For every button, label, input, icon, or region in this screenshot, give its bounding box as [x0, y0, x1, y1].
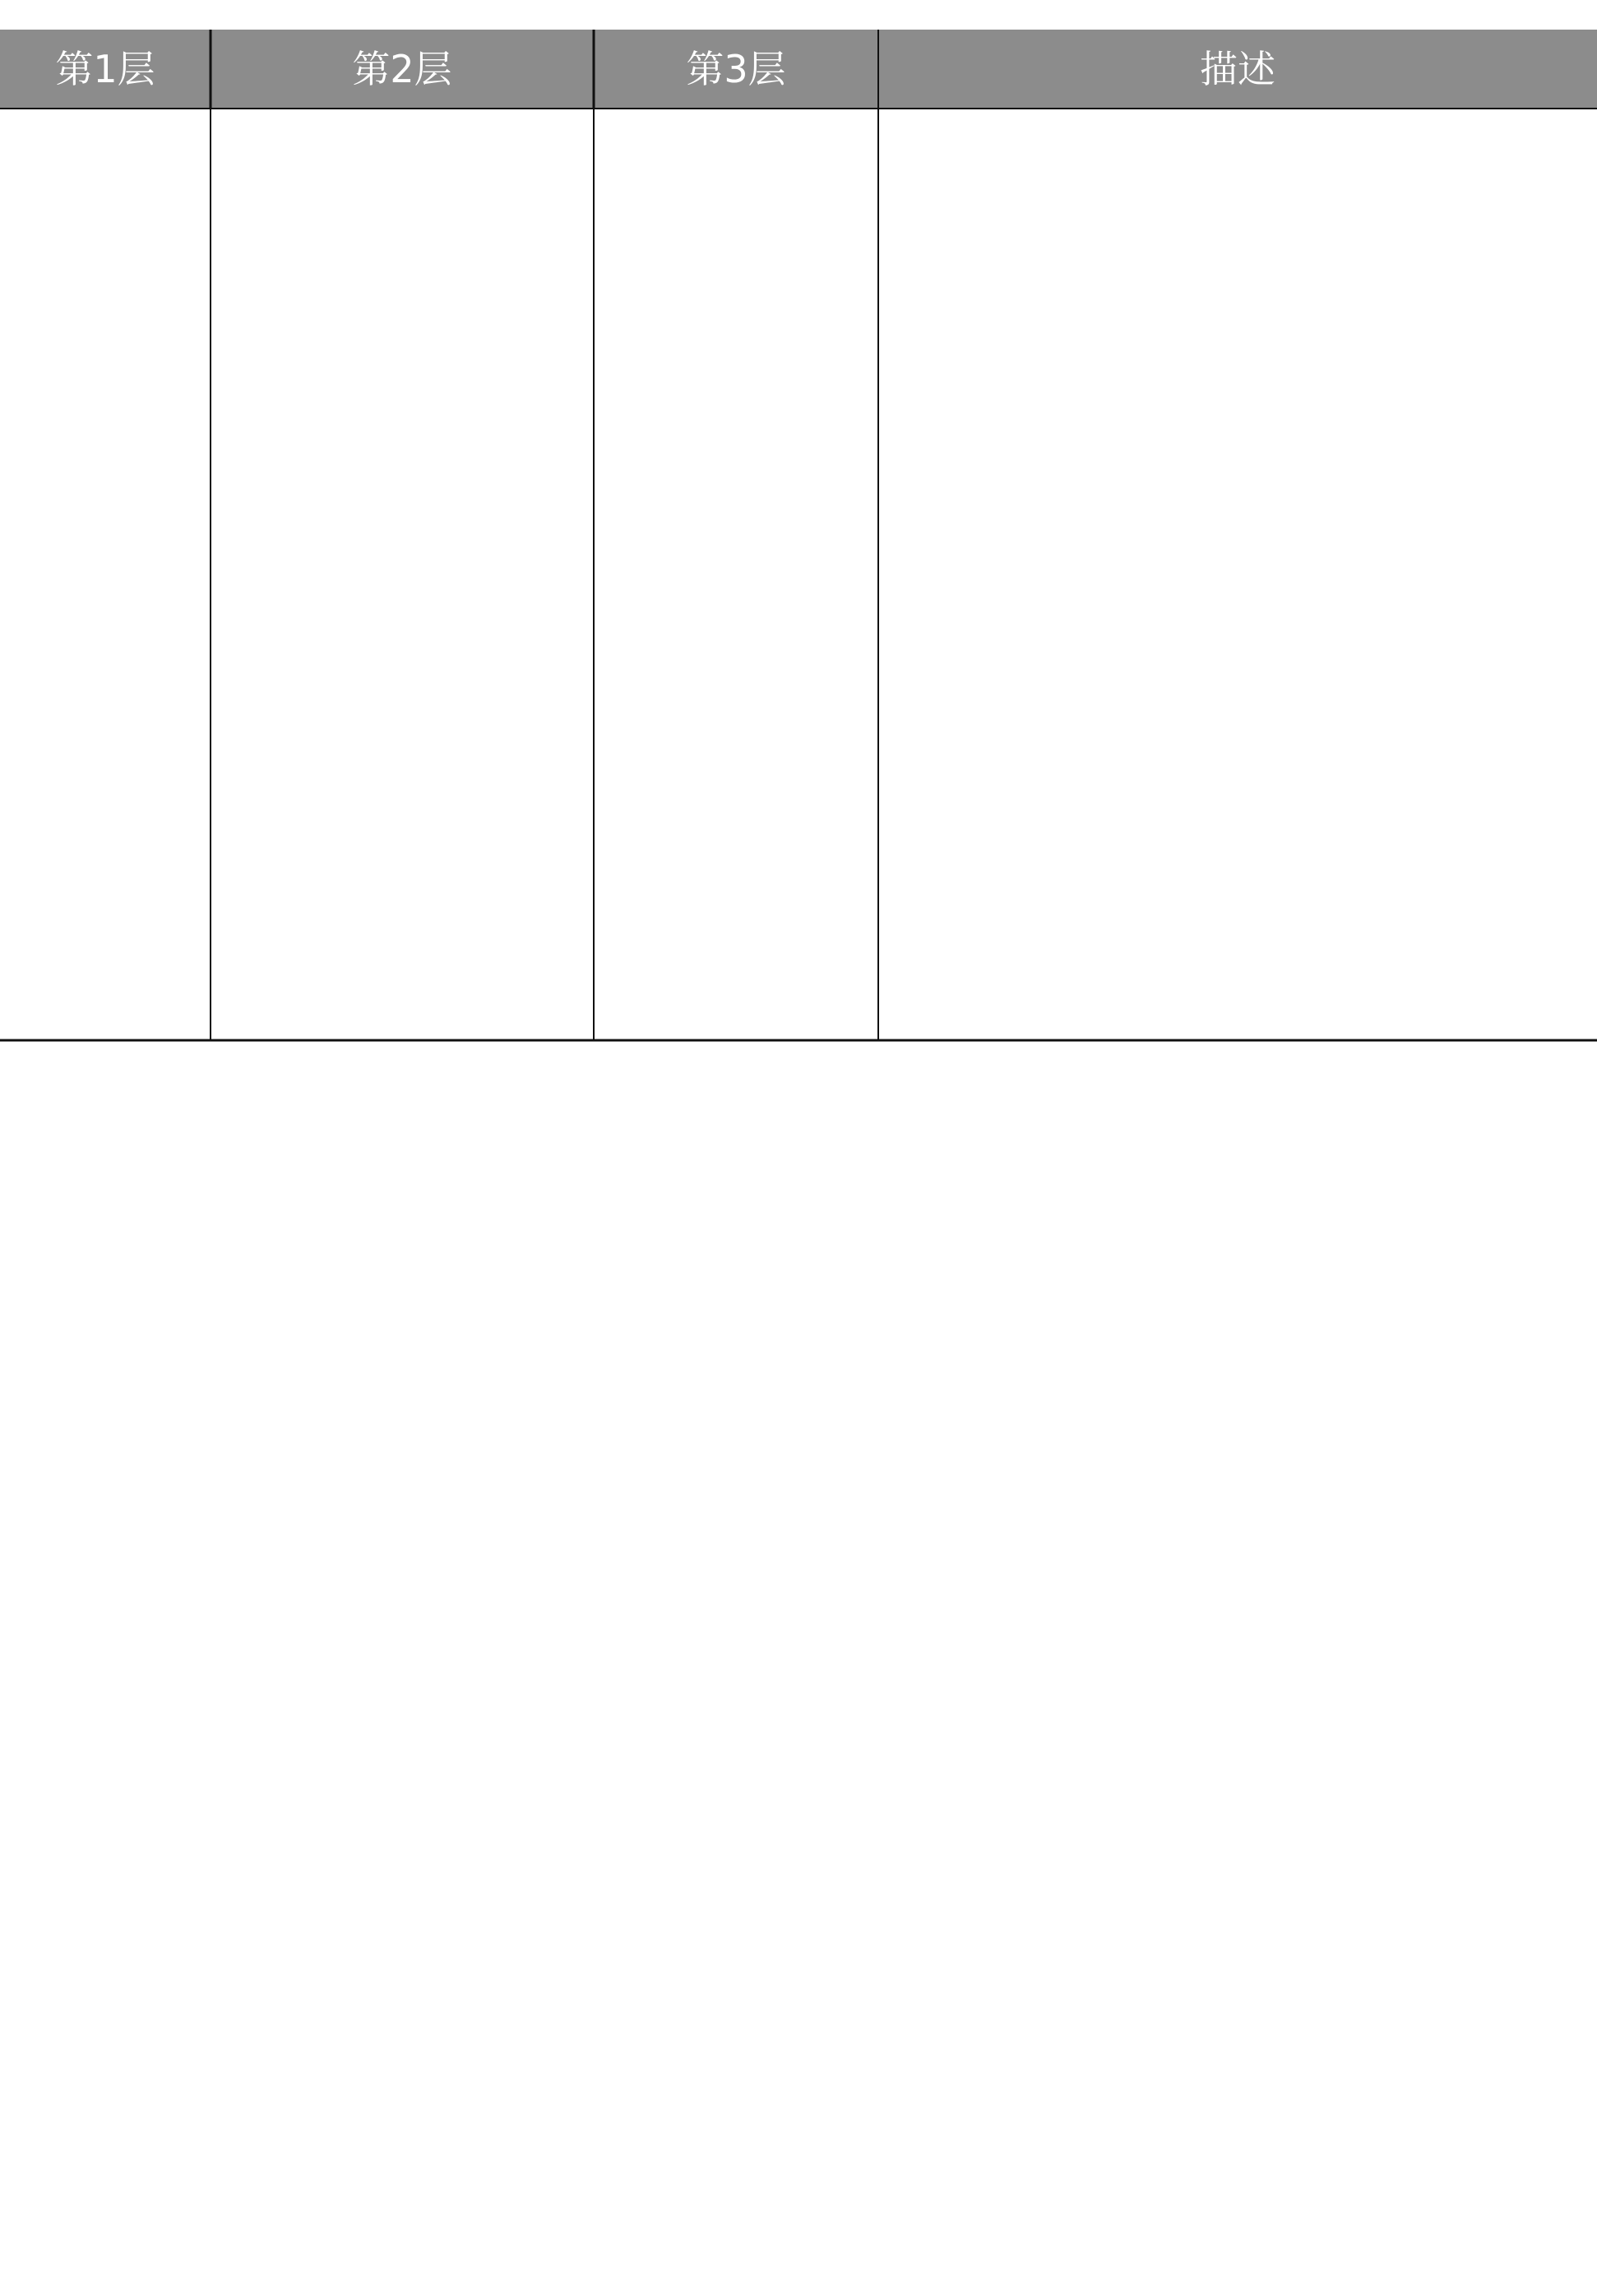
table-header-cell: 描述	[1200, 47, 1275, 91]
programming-structure-diagram	[0, 1168, 1597, 2296]
table-header	[0, 30, 1597, 109]
table-header-cell: 第1层	[55, 47, 155, 91]
table-header-cell: 第3层	[686, 47, 786, 91]
parameter-table	[0, 0, 1597, 1061]
table-header-cell: 第2层	[352, 47, 452, 91]
